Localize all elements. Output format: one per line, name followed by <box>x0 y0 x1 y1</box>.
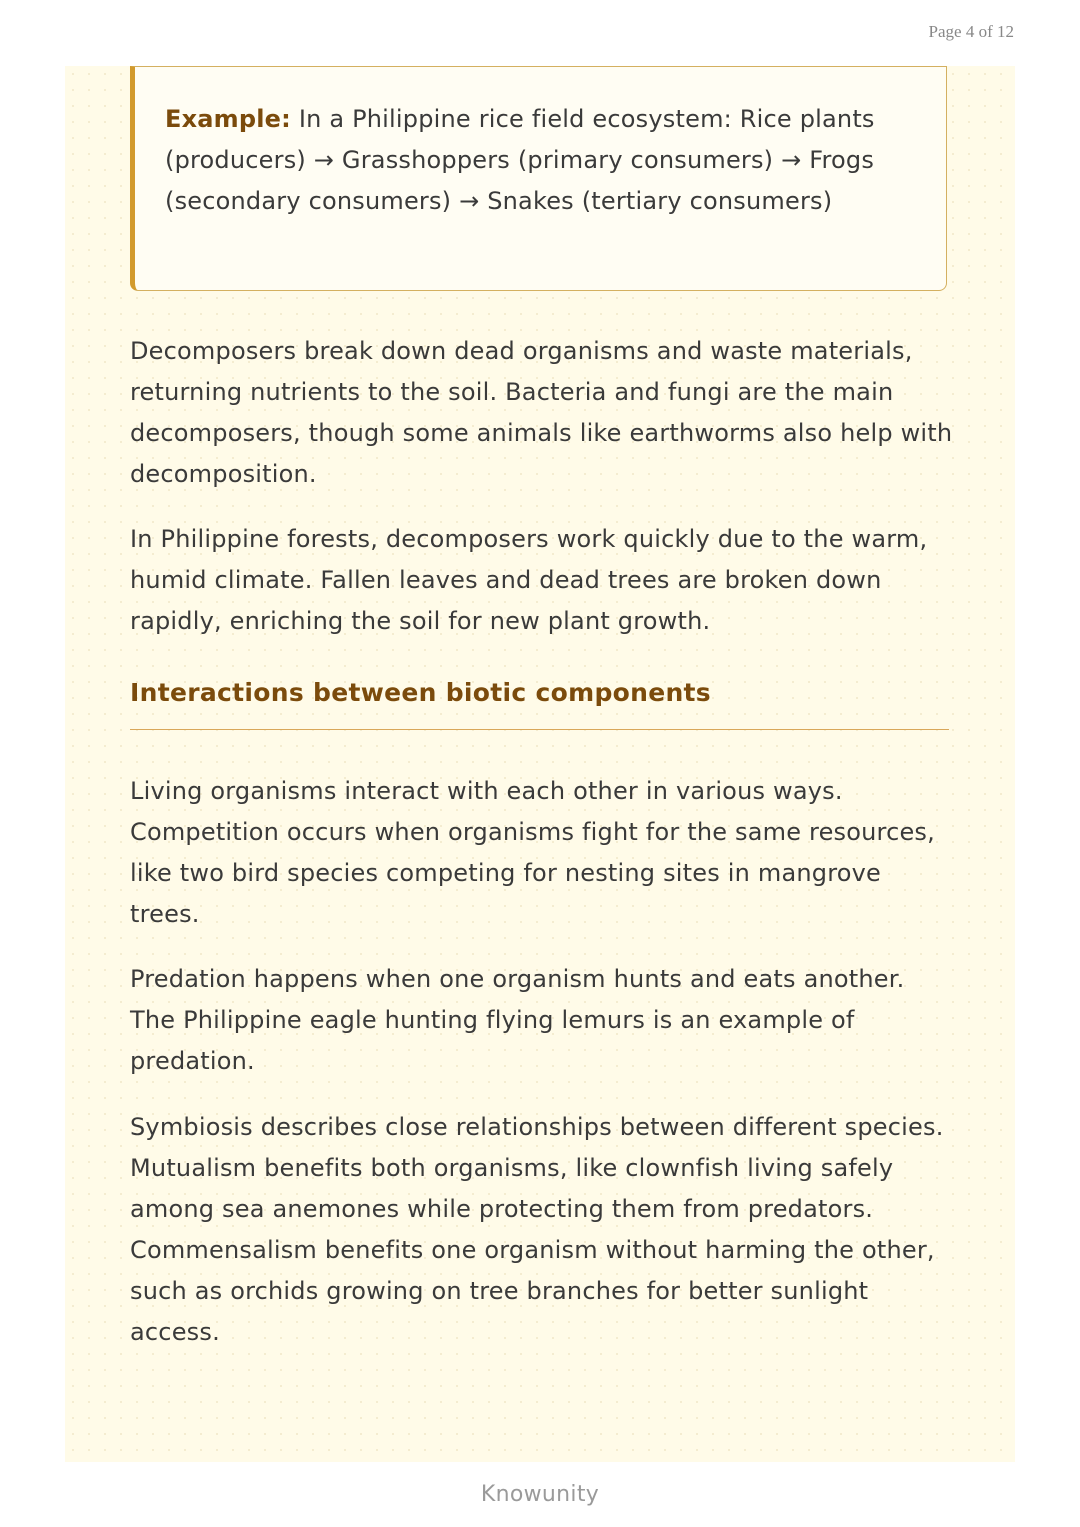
section-heading: Interactions between biotic components <box>130 678 711 707</box>
example-body: In a Philippine rice field ecosystem: Rice plants (producers) → Grasshoppers (primary consumers) → Frogs (secondary consumers) → Snakes (tertiary consumers) <box>165 105 875 215</box>
page-content <box>65 66 1015 1462</box>
footer-brand-logo: Knowunity <box>480 1482 600 1507</box>
paragraph-predation: Predation happens when one organism hunts and eats another. The Philippine eagle hunting flying lemurs is an example of predation. <box>130 965 905 1075</box>
paragraph-decomposers: Decomposers break down dead organisms and waste materials, returning nutrients to the soil. Bacteria and fungi are the main decomposers, though some animals like earthworms also help with decomposition. <box>130 337 953 488</box>
paragraph-symbiosis: Symbiosis describes close relationships between different species. Mutualism benefits both organisms, like clownfish living safely among sea anemones while protecting them from predators. Commensalism benefits one organism without harming the other, such as orchids growing on tree branches for better sunlight access. <box>130 1113 944 1346</box>
example-label: Example: <box>165 105 291 133</box>
page-number: Page 4 of 12 <box>928 22 1014 41</box>
example-callout-box <box>130 66 947 291</box>
section-divider <box>130 729 949 730</box>
paragraph-competition: Living organisms interact with each other in various ways. Competition occurs when organisms fight for the same resources, like two bird species competing for nesting sites in mangrove trees. <box>130 777 935 928</box>
example-text <box>165 99 916 222</box>
paragraph-philippine-forests: In Philippine forests, decomposers work quickly due to the warm, humid climate. Fallen leaves and dead trees are broken down rapidly, enriching the soil for new plant growth. <box>130 525 928 635</box>
